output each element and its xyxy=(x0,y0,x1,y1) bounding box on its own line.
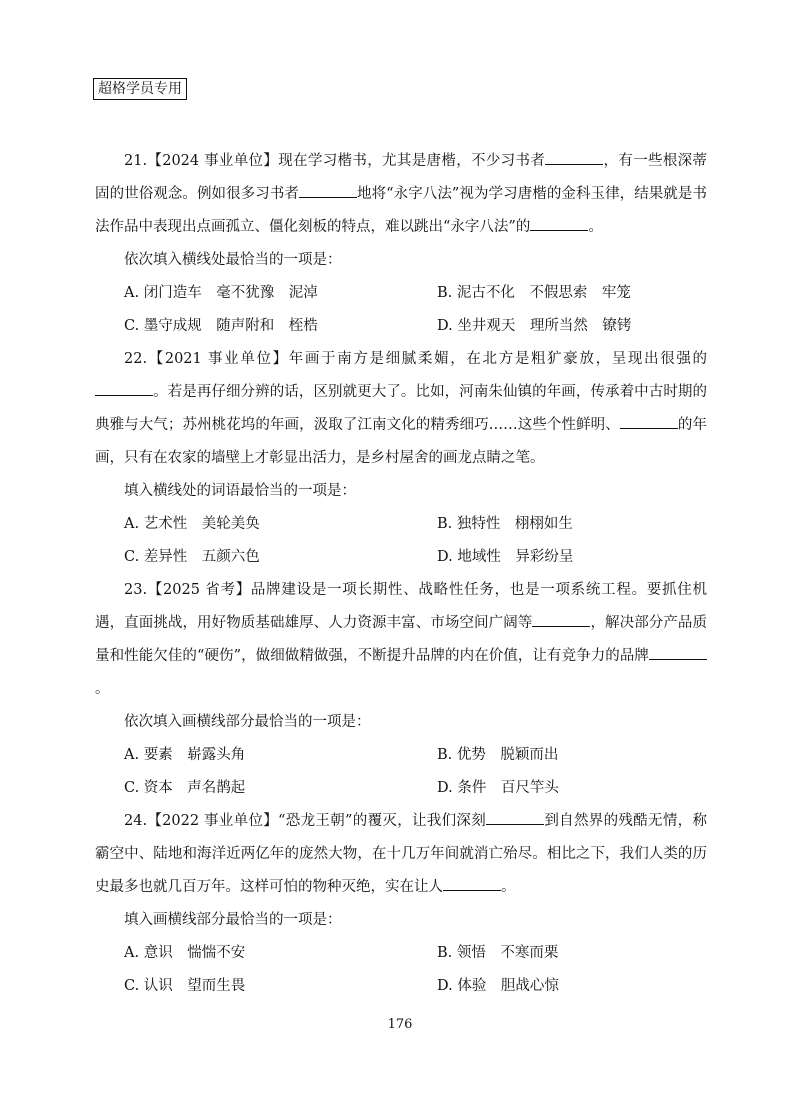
option-c: C. 差异性 五颜六色 xyxy=(124,549,260,565)
option-d: D. 体验 胆战心惊 xyxy=(437,978,559,994)
question-instruction: 依次填入横线处最恰当的一项是： xyxy=(124,252,342,268)
option-c: C. 认识 望而生畏 xyxy=(124,978,246,994)
blank xyxy=(486,810,544,825)
option-b: B. 领悟 不寒而栗 xyxy=(437,945,559,961)
option-a: A. 艺术性 美轮美奂 xyxy=(124,516,260,532)
option-c: C. 资本 声名鹊起 xyxy=(124,780,246,796)
blank xyxy=(95,381,153,396)
option-c: C. 墨守成规 随声附和 桎梏 xyxy=(124,318,318,334)
options-grid xyxy=(95,739,707,805)
options-grid xyxy=(95,937,707,1003)
option-d: D. 地域性 异彩纷呈 xyxy=(437,549,574,565)
option-a: A. 意识 惴惴不安 xyxy=(124,945,246,961)
options-grid xyxy=(95,508,707,574)
question-instruction: 填入横线处的词语最恰当的一项是： xyxy=(124,483,356,499)
option-d: D. 坐井观天 理所当然 镣铐 xyxy=(437,318,632,334)
blank xyxy=(620,414,678,429)
options-grid xyxy=(95,277,707,343)
header-tag: 超格学员专用 xyxy=(93,78,187,100)
blank xyxy=(532,612,590,627)
question-instruction: 依次填入画横线部分最恰当的一项是： xyxy=(124,714,371,730)
page-number: 176 xyxy=(387,1017,413,1032)
blank xyxy=(530,216,588,231)
question-stem: 23.【2025 省考】品牌建设是一项长期性、战略性任务，也是一项系统工程。要抓住机遇，直面挑战，用好物质基础雄厚、人力资源丰富、市场空间广阔等 ，解决部分产品质量和性能欠佳的“硬伤”，做细做精做强，不断提升品牌的内在价值，让有竞争力的品牌。 xyxy=(95,582,708,697)
blank xyxy=(545,150,603,165)
blank xyxy=(649,645,707,660)
option-b: B. 优势 脱颖而出 xyxy=(437,747,559,763)
question-stem: 21.【2024 事业单位】现在学习楷书，尤其是唐楷，不少习书者 ，有一些根深蒂固的世俗观念。例如很多习书者 地将“永字八法”视为学习唐楷的金科玉律，结果就是书法作品中表现出点画孤立、僵化刻板的特点，难以跳出“永字八法”的 。 xyxy=(95,145,707,244)
blank xyxy=(299,183,357,198)
question-stem: 24.【2022 事业单位】“恐龙王朝”的覆灭，让我们深刻 到自然界的残酷无情，称霸空中、陆地和海洋近两亿年的庞然大物，在十几万年间就消亡殆尽。相比之下，我们人类的历史最多也就几百万年。这样可怕的物种灭绝，实在让人 。 xyxy=(95,805,707,904)
question-22 xyxy=(95,343,707,574)
question-stem: 22.【2021 事业单位】年画于南方是细腻柔媚，在北方是粗犷豪放，呈现出很强的。若是再仔细分辨的话，区别就更大了。比如，河南朱仙镇的年画，传承着中古时期的典雅与大气；苏州桃花坞的年画，汲取了江南文化的精秀细巧……这些个性鲜明、 的年画，只有在农家的墙壁上才彰显出活力，是乡村屋舍的画龙点睛之笔。 xyxy=(95,351,708,466)
question-24 xyxy=(95,805,707,1003)
question-23 xyxy=(95,574,707,805)
blank xyxy=(443,876,501,891)
option-a: A. 要素 崭露头角 xyxy=(124,747,246,763)
question-instruction: 填入画横线部分最恰当的一项是： xyxy=(124,912,342,928)
option-d: D. 条件 百尺竿头 xyxy=(437,780,559,796)
questions-container xyxy=(95,145,707,1003)
question-21 xyxy=(95,145,707,343)
option-b: B. 泥古不化 不假思索 牢笼 xyxy=(437,285,631,301)
option-a: A. 闭门造车 毫不犹豫 泥淖 xyxy=(124,285,318,301)
option-b: B. 独特性 栩栩如生 xyxy=(437,516,573,532)
